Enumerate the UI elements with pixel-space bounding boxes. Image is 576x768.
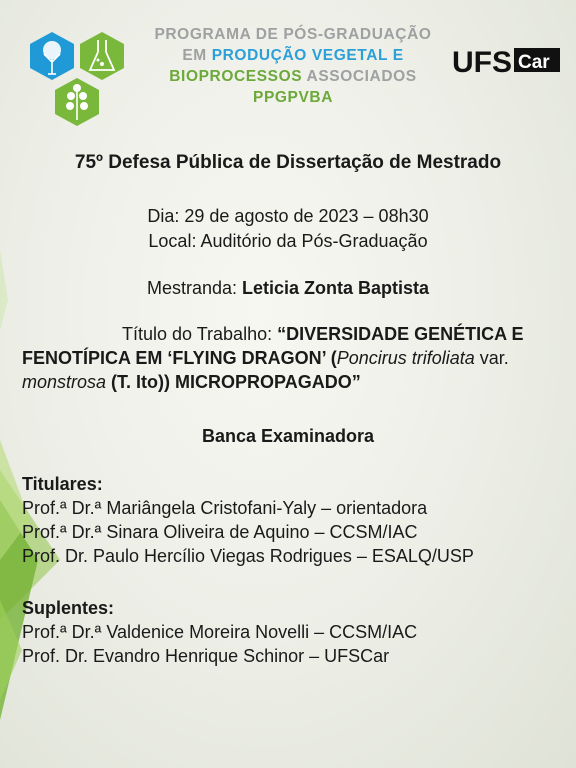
- date-line: Dia: 29 de agosto de 2023 – 08h30: [147, 206, 429, 226]
- header-line-4: PPGPVBA: [253, 89, 333, 106]
- committee-heading: Banca Examinadora: [201, 426, 375, 446]
- student-line: Mestranda: Leticia Zonta Baptista: [146, 278, 430, 298]
- location-line: Local: Auditório da Pós-Graduação: [148, 231, 428, 251]
- list-item: Prof. Dr. Paulo Hercílio Viegas Rodrigues – ESALQ/USP: [22, 546, 474, 566]
- list-item: Prof.ª Dr.ª Valdenice Moreira Novelli – CCSM/IAC: [22, 622, 418, 642]
- page-title: 75º Defesa Pública de Dissertação de Mestrado: [74, 152, 502, 173]
- titulares-label: Titulares:: [22, 474, 103, 494]
- suplentes-label: Suplentes:: [22, 598, 115, 618]
- student-name: Leticia Zonta Baptista: [242, 278, 430, 298]
- ufscar-logo-main: UFS: [452, 46, 512, 79]
- ufscar-logo: [452, 42, 562, 82]
- ppgpvba-logo: [22, 30, 132, 130]
- list-item: Prof. Dr. Evandro Henrique Schinor – UFSCar: [22, 646, 390, 666]
- list-item: Prof.ª Dr.ª Mariângela Cristofani-Yaly – orientadora: [22, 498, 428, 518]
- ufscar-logo-sub: Car: [518, 52, 550, 73]
- program-header: [128, 24, 458, 108]
- list-item: Prof.ª Dr.ª Sinara Oliveira de Aquino – CCSM/IAC: [22, 522, 418, 542]
- titulares-list: [22, 472, 474, 568]
- suplentes-list: [22, 596, 417, 668]
- header-line-2: EM PRODUÇÃO VEGETAL E: [182, 47, 404, 64]
- header-line-1: PROGRAMA DE PÓS-GRADUAÇÃO: [154, 26, 432, 43]
- header-line-3: BIOPROCESSOS ASSOCIADOS: [169, 68, 417, 85]
- dissertation-title: Título do Trabalho: “DIVERSIDADE GENÉTICA E FENOTÍPICA EM ‘FLYING DRAGON’ (Poncirus trifoliata var. monstrosa (T. Ito)) MICROPROPAGADO”: [22, 324, 524, 392]
